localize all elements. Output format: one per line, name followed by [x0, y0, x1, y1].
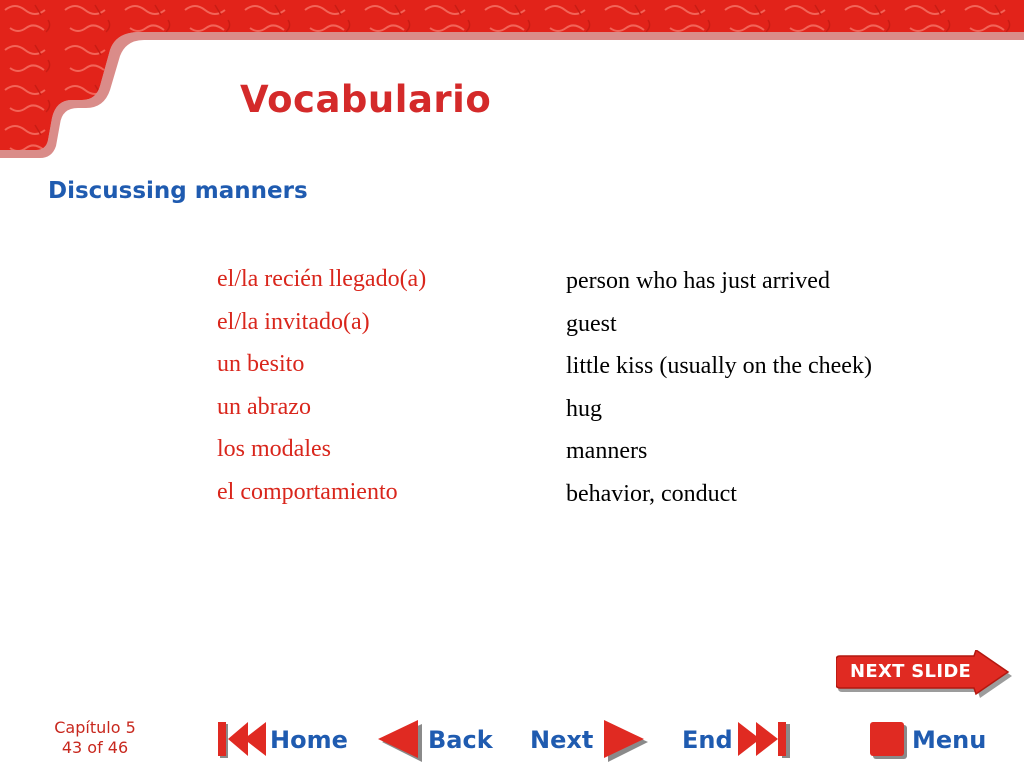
spanish-term: el comportamiento [217, 478, 398, 505]
next-button[interactable] [528, 716, 650, 766]
home-button[interactable] [214, 716, 360, 766]
end-button[interactable] [680, 716, 790, 766]
page-title: Vocabulario [240, 78, 492, 121]
next-slide-label: NEXT SLIDE [850, 661, 972, 682]
square-icon [866, 716, 910, 766]
next-label: Next [530, 726, 594, 754]
spanish-term: un besito [217, 351, 305, 378]
spanish-terms-column [217, 258, 426, 514]
triangle-left-icon [376, 716, 426, 766]
spanish-term: los modales [217, 436, 331, 463]
double-arrow-right-bar-icon [736, 716, 792, 766]
triangle-right-icon [600, 716, 650, 766]
menu-label: Menu [912, 726, 987, 754]
spanish-term: un abrazo [217, 393, 311, 420]
home-icon [214, 716, 270, 766]
english-definition: person who has just arrived [566, 268, 830, 294]
end-label: End [682, 726, 733, 754]
section-title: Discussing manners [48, 178, 308, 204]
home-label: Home [270, 726, 348, 754]
english-definitions-column [566, 260, 872, 516]
slide-footer-info [40, 718, 150, 758]
menu-button[interactable] [866, 716, 992, 766]
next-slide-button[interactable] [836, 650, 1014, 698]
english-definition: hug [566, 395, 602, 422]
chapter-label: Capítulo 5 [54, 718, 136, 737]
spanish-term: el/la recién llegado(a) [217, 266, 427, 292]
back-button[interactable] [376, 716, 498, 766]
page-counter: 43 of 46 [61, 738, 129, 757]
back-label: Back [428, 726, 493, 754]
english-definition: guest [566, 310, 617, 337]
spanish-term: el/la invitado(a) [217, 308, 370, 335]
english-definition: little kiss (usually on the cheek) [566, 353, 872, 380]
english-definition: behavior, conduct [566, 480, 737, 507]
header-banner-graphic [0, 0, 1024, 160]
english-definition: manners [566, 438, 648, 465]
